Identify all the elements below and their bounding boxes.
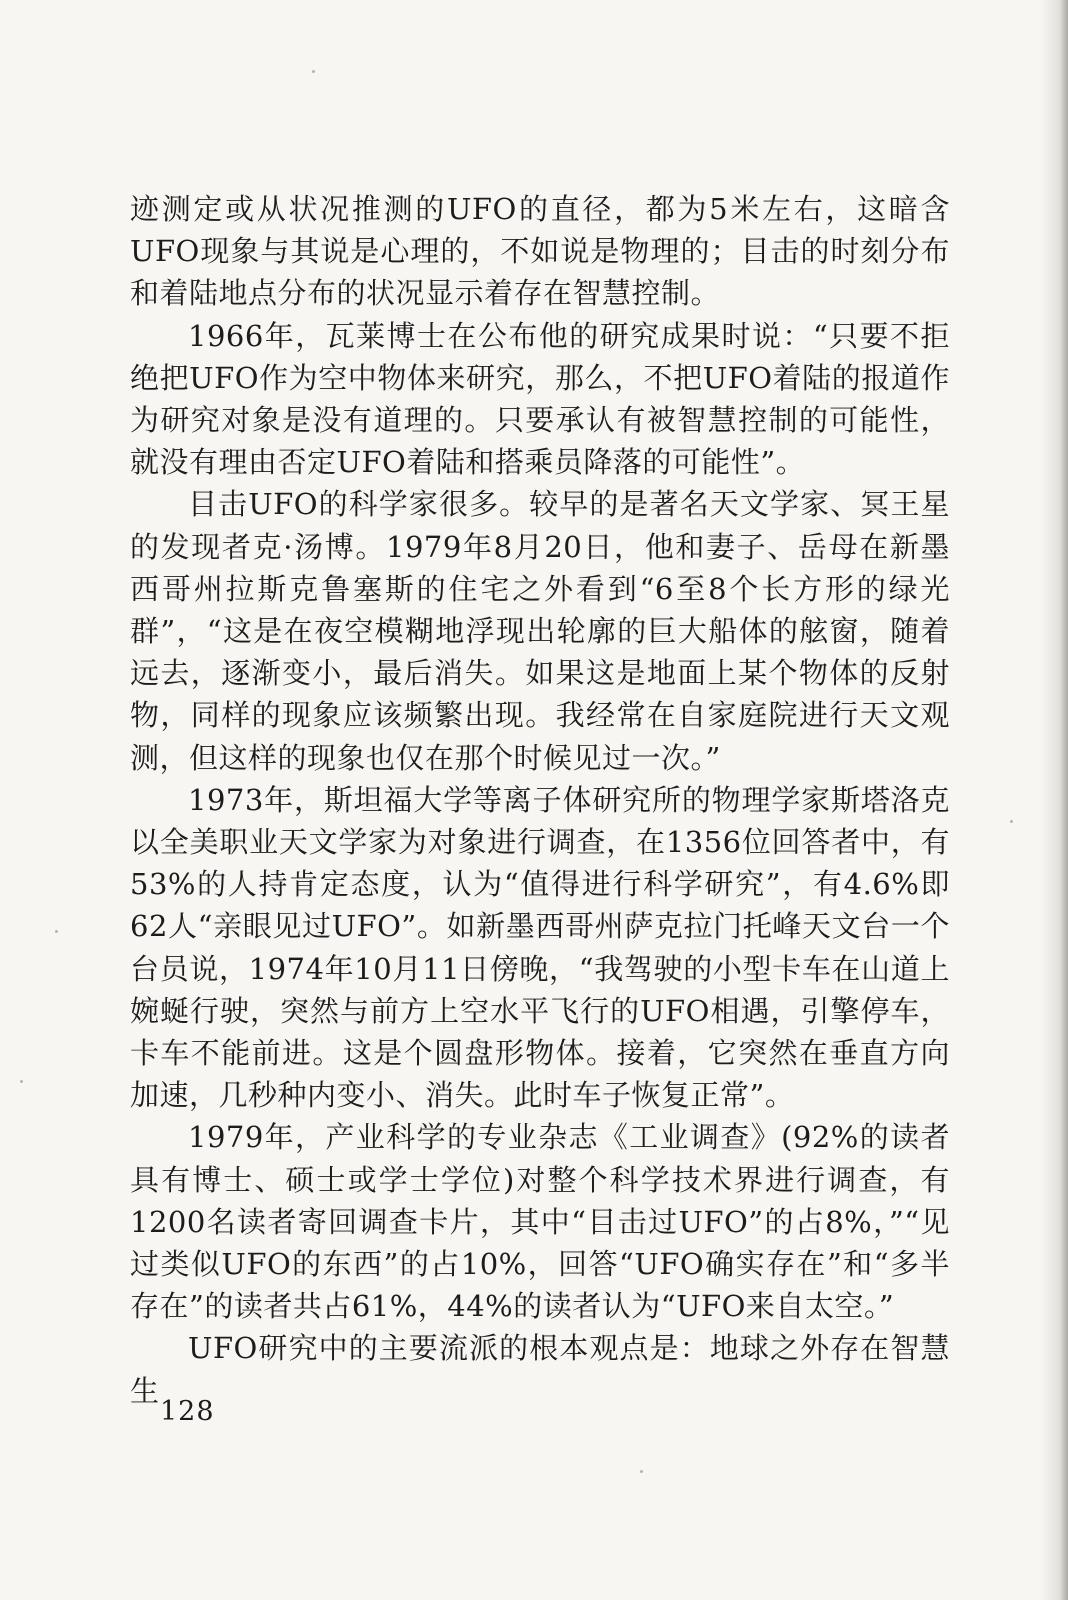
paragraph-1: 迹测定或从状况推测的UFO的直径，都为5米左右，这暗含UFO现象与其说是心理的，不如说是物理的；目击的时刻分布和着陆地点分布的状况显示着存在智慧控制。: [130, 192, 950, 311]
paragraph-2: 1966年，瓦莱博士在公布他的研究成果时说：“只要不拒绝把UFO作为空中物体来研究，那么，不把UFO着陆的报道作为研究对象是没有道理的。只要承认有被智慧控制的可能性，就没有理由否定UFO着陆和搭乘员降落的可能性”。: [130, 318, 950, 480]
paragraph-6: UFO研究中的主要流派的根本观点是：地球之外存在智慧生: [130, 1331, 950, 1408]
paper-speck: [640, 1470, 643, 1473]
paper-speck: [1010, 820, 1013, 823]
paragraph-5: 1979年，产业科学的专业杂志《工业调查》(92%的读者具有博士、硕士或学士学位)对整个科学技术界进行调查，有1200名读者寄回调查卡片，其中“目击过UFO”的占8%，”“见过类似UFO的东西”的占10%，回答“UFO确实存在”和“多半存在”的读者共占61%，44%的读者认为“UFO来自太空。”: [130, 1120, 950, 1324]
paper-speck: [312, 70, 315, 73]
paper-speck: [20, 1080, 23, 1083]
paragraph-4: 1973年，斯坦福大学等离子体研究所的物理学家斯塔洛克以全美职业天文学家为对象进行调查，在1356位回答者中，有53%的人持肯定态度，认为“值得进行科学研究”，有4.6%即62人“亲眼见过UFO”。如新墨西哥州萨克拉门托峰天文台一个台员说，1974年10月11日傍晚，“我驾驶的小型卡车在山道上婉蜒行驶，突然与前方上空水平飞行的UFO相遇，引擎停车，卡车不能前进。这是个圆盘形物体。接着，它突然在垂直方向加速，几秒种内变小、消失。此时车子恢复正常”。: [130, 782, 950, 1113]
page-edge-shadow: [1040, 0, 1068, 1600]
paragraph-3: 目击UFO的科学家很多。较早的是著名天文学家、冥王星的发现者克·汤博。1979年8月20日，他和妻子、岳母在新墨西哥州拉斯克鲁塞斯的住宅之外看到“6至8个长方形的绿光群”，“这是在夜空模糊地浮现出轮廓的巨大船体的舷窗，随着远去，逐渐变小，最后消失。如果这是地面上某个物体的反射物，同样的现象应该频繁出现。我经常在自家庭院进行天文观测，但这样的现象也仅在那个时候见过一次。”: [130, 487, 950, 775]
page-body-text: [130, 188, 950, 1412]
page-number: 128: [160, 1396, 215, 1427]
paper-speck: [55, 930, 58, 933]
